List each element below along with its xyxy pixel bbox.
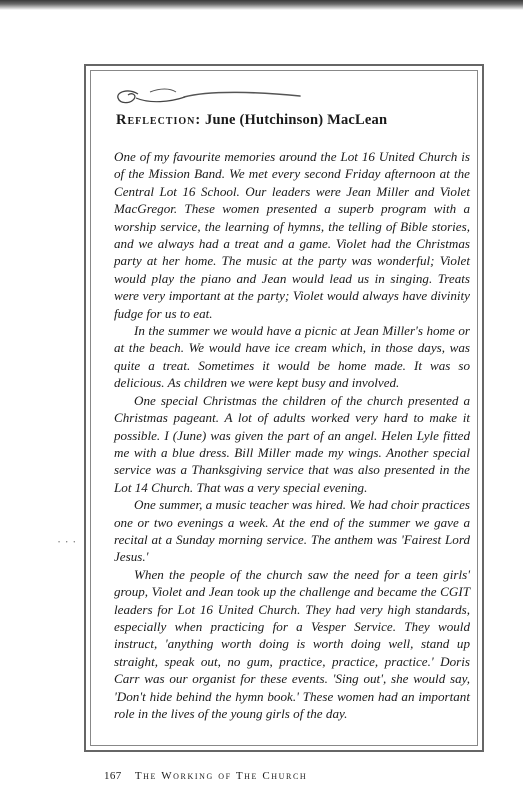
paragraph: When the people of the church saw the need for a teen girls' group, Violet and Jean took up the challenge and became the CGIT leaders for Lot 16 United Church. They had very high standards, especially when practicing for a Vesper Service. They would instruct, 'anything worth doing is worth doing well, stand up straight, speak out, no gum, practice, practice, practice.' Doris Carr was our organist for these events. 'Sing out', she would say, 'Don't hide behind the hymn book.' These women had an important role in the lives of the young girls of the day. xyxy=(114,566,470,721)
margin-dots-icon: • • • xyxy=(58,540,78,546)
page-top-edge xyxy=(0,0,523,10)
paragraph: In the summer we would have a picnic at Jean Miller's home or at the beach. We would have ice cream which, in those days, was quite a treat. Sometimes it would be home made. It was so delicious. As children we were kept busy and involved. xyxy=(114,323,470,391)
reflection-heading xyxy=(116,112,476,129)
reflection-author: June (Hutchinson) MacLean xyxy=(205,112,388,128)
running-title: The Working of The Church xyxy=(134,770,308,782)
paragraph: One special Christmas the children of the church presented a Christmas pageant. A lot of adults worked very hard to make it possible. I (June) was given the part of an angel. Helen Lyle fitted me with a blue dress. Bill Miller made my wings. Another special service was a Thanksgiving service that was also presented in the Lot 14 Church. That was a very special evening. xyxy=(114,392,470,495)
paragraph: One of my favourite memories around the Lot 16 United Church is of the Mission Band. We met every second Friday afternoon at the Central Lot 16 School. Our leaders were Jean Miller and Violet MacGregor. These women presented a superb program with a worship service, the learning of hymns, the telling of Bible stories, and we always had a treat and a game. Violet had the Christmas party at her home. The music at the party was wonderful; Violet would play the piano and Jean would lead us in singing. Treats were very important at the party; Violet would always have divinity fudge for us to eat. xyxy=(114,149,470,321)
paragraph: One summer, a music teacher was hired. We had choir practices one or two evenings a week. At the end of the summer we gave a recital at a Sunday morning service. The anthem was 'Fairest Lord Jesus.' xyxy=(114,497,470,565)
reflection-body xyxy=(114,148,470,722)
page-number: 167 xyxy=(104,770,122,782)
page-footer xyxy=(104,770,307,782)
reflection-label: Reflection: xyxy=(116,112,202,128)
decorative-flourish-icon xyxy=(110,82,310,112)
